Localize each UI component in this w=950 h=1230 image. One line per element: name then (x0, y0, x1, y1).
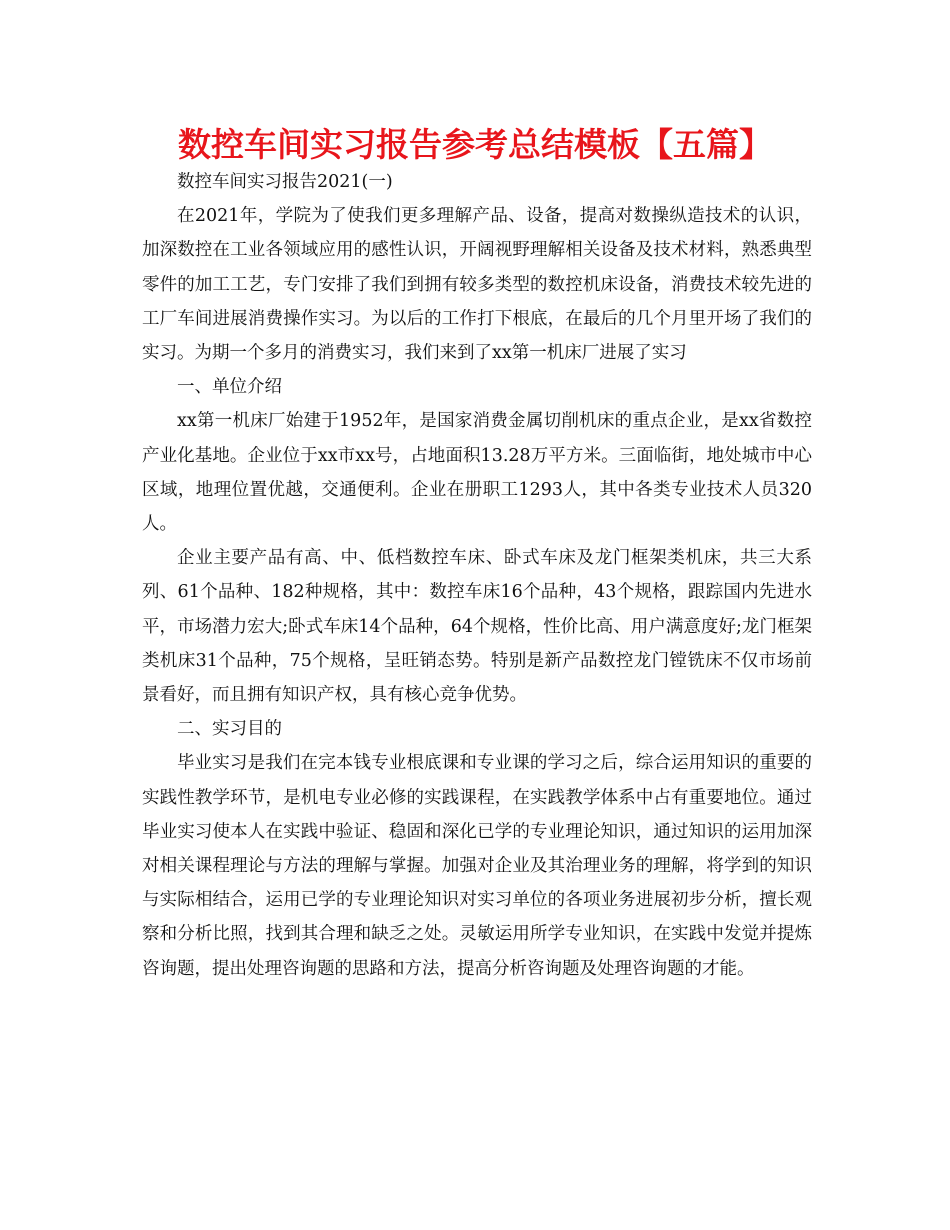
section-heading-company: 一、单位介绍 (177, 377, 282, 398)
document-body (142, 165, 812, 986)
report-subtitle: 数控车间实习报告2021(一) (177, 172, 393, 192)
document-title: 数控车间实习报告参考总结模板【五篇】 (178, 125, 772, 164)
paragraph-company: xx第一机床厂始建于1952年，是国家消费金属切削机床的重点企业，是xx省数控产业化基地。企业位于xx市xx号，占地面积13.28万平方米。三面临街，地处城市中心区域，地理位置优越，交通便利。企业在册职工1293人，其中各类专业技术人员320人。 (142, 411, 812, 535)
paragraph-intro: 在2021年，学院为了使我们更多理解产品、设备，提高对数操纵造技术的认识，加深数控在工业各领域应用的感性认识，开阔视野理解相关设备及技术材料，熟悉典型零件的加工工艺，专门安排了我们到拥有较多类型的数控机床设备，消费技术较先进的工厂车间进展消费操作实习。为以后的工作打下根底，在最后的几个月里开场了我们的实习。为期一个多月的消费实习，我们来到了xx第一机床厂进展了实习 (142, 206, 812, 364)
paragraph-purpose: 毕业实习是我们在完本钱专业根底课和专业课的学习之后，综合运用知识的重要的实践性教学环节，是机电专业必修的实践课程，在实践教学体系中占有重要地位。通过毕业实习使本人在实践中验证、稳固和深化已学的专业理论知识，通过知识的运用加深对相关课程理论与方法的理解与掌握。加强对企业及其治理业务的理解，将学到的知识与实际相结合，运用已学的专业理论知识对实习单位的各项业务进展初步分析，擅长观察和分析比照，找到其合理和缺乏之处。灵敏运用所学专业知识，在实践中发觉并提炼咨询题，提出处理咨询题的思路和方法，提高分析咨询题及处理咨询题的才能。 (142, 753, 812, 979)
paragraph-products: 企业主要产品有高、中、低档数控车床、卧式车床及龙门框架类机床，共三大系列、61个品种、182种规格，其中：数控车床16个品种，43个规格，跟踪国内先进水平，市场潜力宏大;卧式车床14个品种，64个规格，性价比高、用户满意度好;龙门框架类机床31个品种，75个规格，呈旺销态势。特别是新产品数控龙门镗铣床不仅市场前景看好，而且拥有知识产权，具有核心竞争优势。 (142, 548, 812, 706)
section-heading-purpose: 二、实习目的 (177, 719, 282, 740)
